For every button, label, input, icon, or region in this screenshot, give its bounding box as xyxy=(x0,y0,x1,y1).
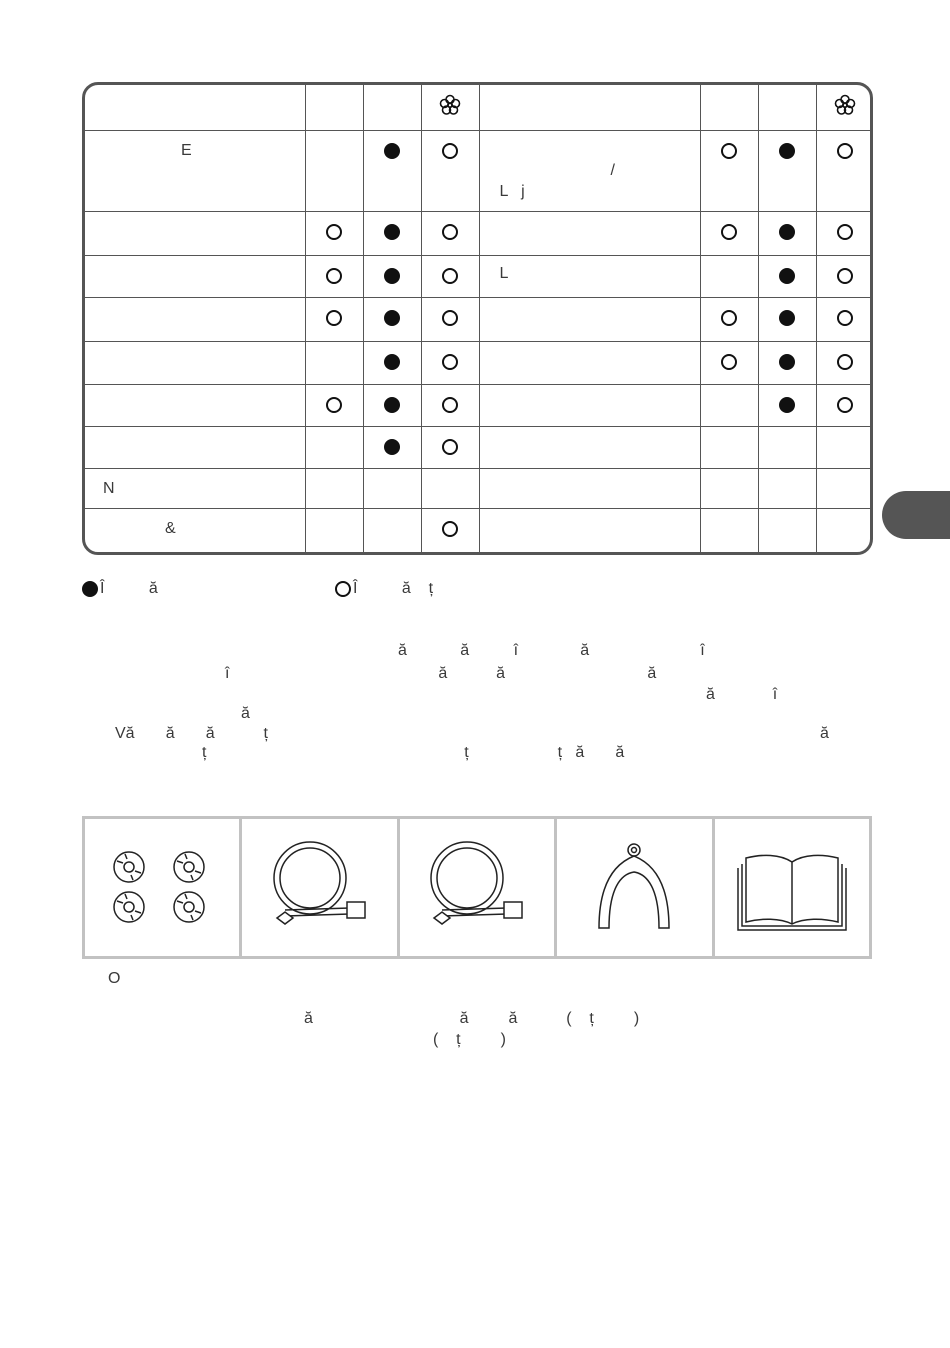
mark-cell xyxy=(363,384,421,426)
flower-icon xyxy=(439,94,461,116)
header-label-cell xyxy=(479,85,700,130)
row-label-cell xyxy=(85,130,305,211)
mark-cell xyxy=(421,384,479,426)
mark-cell xyxy=(700,211,758,255)
mark-cell xyxy=(305,508,363,554)
row-label: N xyxy=(103,479,115,497)
mark-cell xyxy=(305,341,363,384)
mark-cell xyxy=(700,255,758,297)
table-row xyxy=(85,468,873,508)
mark-cell xyxy=(758,255,816,297)
row-label: E xyxy=(181,141,192,159)
mark-cell xyxy=(305,255,363,297)
hose-holder-icon xyxy=(579,838,689,938)
paragraph-line-2: î ă ă ă xyxy=(225,665,657,682)
accessory-cell xyxy=(242,819,399,956)
mark-cell xyxy=(363,426,421,468)
mark-cell xyxy=(758,85,816,130)
open-circle-icon xyxy=(721,354,737,370)
open-circle-icon xyxy=(326,268,342,284)
row-label-cell xyxy=(479,384,700,426)
row-label-cell xyxy=(479,211,700,255)
open-circle-icon xyxy=(721,143,737,159)
accessory-cell xyxy=(400,819,557,956)
open-circle-icon xyxy=(326,224,342,240)
mark-cell xyxy=(758,341,816,384)
open-circle-icon xyxy=(326,310,342,326)
mark-cell xyxy=(421,341,479,384)
open-circle-icon xyxy=(442,354,458,370)
row-label-cell xyxy=(479,255,700,297)
mark-cell xyxy=(700,85,758,130)
footer-line-1: ă ă ă ( ț ) xyxy=(304,1010,640,1027)
row-label-cell xyxy=(85,508,305,554)
caps-icon xyxy=(107,850,217,925)
accessories-row xyxy=(82,816,872,959)
mark-cell xyxy=(816,384,873,426)
paragraph-line-3: ă î xyxy=(706,686,778,703)
row-label-cell xyxy=(85,384,305,426)
open-circle-icon xyxy=(837,268,853,284)
filled-circle-icon xyxy=(779,397,795,413)
legend-filled-text: Î ă xyxy=(100,580,158,597)
filled-circle-icon xyxy=(384,143,400,159)
filled-circle-icon xyxy=(82,581,98,597)
mark-cell xyxy=(421,211,479,255)
mark-cell xyxy=(816,297,873,341)
mark-cell xyxy=(363,85,421,130)
row-label-cell xyxy=(85,255,305,297)
open-circle-icon xyxy=(442,143,458,159)
table-header-row xyxy=(85,85,873,130)
table-row xyxy=(85,255,873,297)
row-label-cell xyxy=(479,468,700,508)
flower-icon xyxy=(834,94,856,116)
mark-cell xyxy=(700,508,758,554)
filled-circle-icon xyxy=(384,310,400,326)
filled-circle-icon xyxy=(384,397,400,413)
mark-cell xyxy=(816,341,873,384)
mark-cell xyxy=(816,426,873,468)
mark-cell xyxy=(363,297,421,341)
accessories-caption: O xyxy=(108,970,121,987)
mark-cell xyxy=(305,130,363,211)
paragraph-line-5: Vă ă ă ț xyxy=(115,725,268,742)
program-table xyxy=(82,82,873,555)
mark-cell xyxy=(363,130,421,211)
mark-cell xyxy=(421,297,479,341)
mark-cell xyxy=(305,211,363,255)
paragraph-line-4: ă xyxy=(241,705,250,722)
row-label-cell xyxy=(479,130,700,211)
row-label-line: L j xyxy=(499,182,525,200)
open-circle-icon xyxy=(442,439,458,455)
open-circle-icon xyxy=(335,581,351,597)
filled-circle-icon xyxy=(384,224,400,240)
paragraph-line-1: ă ă î ă î xyxy=(398,642,705,659)
mark-cell xyxy=(758,297,816,341)
open-circle-icon xyxy=(442,521,458,537)
accessory-cell xyxy=(715,819,869,956)
mark-cell xyxy=(758,384,816,426)
row-label-cell xyxy=(85,341,305,384)
section-tab xyxy=(882,491,950,539)
filled-circle-icon xyxy=(779,143,795,159)
mark-cell xyxy=(421,130,479,211)
table-row xyxy=(85,384,873,426)
mark-cell xyxy=(363,255,421,297)
row-label-cell xyxy=(85,468,305,508)
table-row xyxy=(85,130,873,211)
open-circle-icon xyxy=(837,143,853,159)
open-circle-icon xyxy=(721,310,737,326)
mark-cell xyxy=(363,341,421,384)
mark-cell xyxy=(421,85,479,130)
row-label-line: L xyxy=(499,264,509,282)
mark-cell xyxy=(305,468,363,508)
row-label-cell xyxy=(479,297,700,341)
row-label: & xyxy=(165,519,176,537)
mark-cell xyxy=(363,508,421,554)
open-circle-icon xyxy=(837,397,853,413)
paragraph-line-6: ț ț ț ă ă xyxy=(202,744,625,761)
table-row xyxy=(85,508,873,554)
mark-cell xyxy=(700,384,758,426)
mark-cell xyxy=(758,508,816,554)
header-label-cell xyxy=(85,85,305,130)
accessory-cell xyxy=(557,819,714,956)
open-circle-icon xyxy=(837,224,853,240)
mark-cell xyxy=(421,255,479,297)
mark-cell xyxy=(363,468,421,508)
mark-cell xyxy=(305,297,363,341)
filled-circle-icon xyxy=(384,268,400,284)
table-row xyxy=(85,341,873,384)
mark-cell xyxy=(758,468,816,508)
open-circle-icon xyxy=(837,354,853,370)
filled-circle-icon xyxy=(779,224,795,240)
mark-cell xyxy=(700,468,758,508)
row-label-cell xyxy=(479,341,700,384)
inlet-hose-icon xyxy=(265,838,375,938)
mark-cell xyxy=(758,211,816,255)
row-label-cell xyxy=(85,297,305,341)
mark-cell xyxy=(305,426,363,468)
paragraph-line-5b: ă xyxy=(820,725,829,742)
legend-open-text: Î ă ț xyxy=(353,580,434,597)
row-label-cell xyxy=(85,426,305,468)
mark-cell xyxy=(758,426,816,468)
filled-circle-icon xyxy=(779,268,795,284)
mark-cell xyxy=(700,130,758,211)
mark-cell xyxy=(816,85,873,130)
filled-circle-icon xyxy=(779,310,795,326)
row-label-cell xyxy=(479,426,700,468)
mark-cell xyxy=(700,426,758,468)
footer-line-2: ( ț ) xyxy=(433,1031,506,1048)
open-circle-icon xyxy=(326,397,342,413)
open-circle-icon xyxy=(837,310,853,326)
mark-cell xyxy=(421,468,479,508)
mark-cell xyxy=(816,130,873,211)
mark-cell xyxy=(816,508,873,554)
mark-cell xyxy=(816,468,873,508)
drain-hose-icon xyxy=(422,838,532,938)
open-circle-icon xyxy=(442,224,458,240)
mark-cell xyxy=(758,130,816,211)
filled-circle-icon xyxy=(384,354,400,370)
mark-cell xyxy=(700,341,758,384)
filled-circle-icon xyxy=(384,439,400,455)
open-circle-icon xyxy=(442,268,458,284)
filled-circle-icon xyxy=(779,354,795,370)
mark-cell xyxy=(305,384,363,426)
row-label-line: / xyxy=(610,161,615,179)
open-circle-icon xyxy=(442,397,458,413)
table-row xyxy=(85,426,873,468)
mark-cell xyxy=(363,211,421,255)
open-circle-icon xyxy=(721,224,737,240)
accessory-cell xyxy=(85,819,242,956)
table-row xyxy=(85,297,873,341)
row-label-cell xyxy=(479,508,700,554)
mark-cell xyxy=(700,297,758,341)
mark-cell xyxy=(816,211,873,255)
mark-cell xyxy=(816,255,873,297)
mark-cell xyxy=(421,426,479,468)
mark-cell xyxy=(305,85,363,130)
row-label-cell xyxy=(85,211,305,255)
open-circle-icon xyxy=(442,310,458,326)
table-row xyxy=(85,211,873,255)
manual-book-icon xyxy=(732,838,852,938)
mark-cell xyxy=(421,508,479,554)
